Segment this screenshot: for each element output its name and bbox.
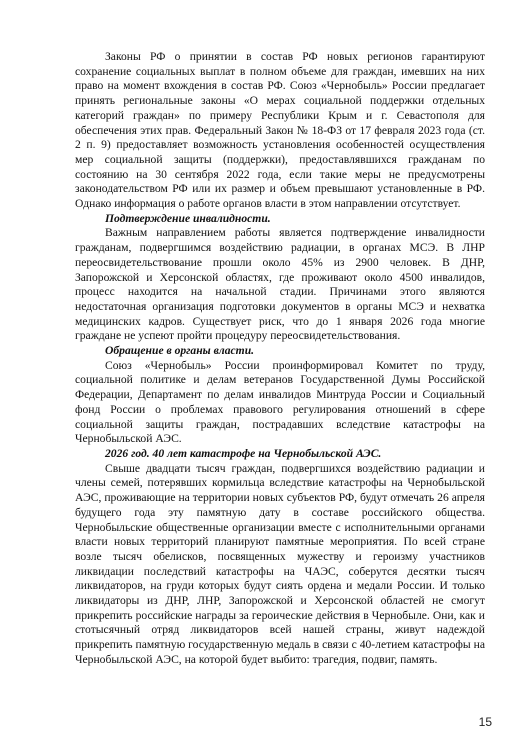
- paragraph-disability-confirmation: Важным направлением работы является подтверждение инвалидности гражданам, подвергшимся воздействию радиации, в органах МСЭ. В ЛНР переосвидетельствование прошли около 45% из 2900 человек. В ДНР, Запорожской и Херсонской областях, где проживают около 4500 инвалидов, процесс находится на начальной стадии. Причинами этого являются недостаточная организация подготовки документов в органы МСЭ и нехватка медицинских кадров. Существует риск, что до 1 января 2026 года многие граждане не успеют пройти процедуру переосвидетельствования.: [75, 226, 485, 343]
- document-page: [75, 50, 485, 668]
- paragraph-appeal-to-authorities: Союз «Чернобыль» России проинформировал Комитет по труду, социальной политике и делам ветеранов Государственной Думы Российской Федерации, Департамент по делам инвалидов Минтруда России и Социальный фонд России о проблемах правового регулирования отношений в сфере социальной защиты граждан, пострадавших вследствие катастрофы на Чернобыльской АЭС.: [75, 358, 485, 446]
- heading-chernobyl-anniversary: 2026 год. 40 лет катастрофе на Чернобыльской АЭС.: [105, 446, 382, 460]
- paragraph-new-regions-laws: Законы РФ о принятии в состав РФ новых регионов гарантируют сохранение социальных выплат в полном объеме для граждан, имевших на них право на момент вхождения в состав РФ. Союз «Чернобыль» России предлагает принять региональные законы «О мерах социальной поддержки отдельных категорий граждан» по примеру Республики Крым и г. Севастополя для обеспечения этих прав. Федеральный Закон № 18-ФЗ от 17 февраля 2023 года (ст. 2 п. 9) предоставляет возможность установления особенностей осуществления мер социальной защиты (поддержки), предоставлявшихся гражданам по состоянию на 30 сентября 2022 года, если такие меры не предусмотрены законодательством РФ или их размер и объем превышают установленные в РФ. Однако информация о работе органов власти в этом направлении отсутствует.: [75, 50, 485, 211]
- heading-disability-confirmation: Подтверждение инвалидности.: [105, 211, 271, 225]
- page-number: 15: [478, 715, 492, 729]
- paragraph-chernobyl-anniversary: Свыше двадцати тысяч граждан, подвергшихся воздействию радиации и члены семей, потерявших кормильца вследствие катастрофы на Чернобыльской АЭС, проживающие на территории новых субъектов РФ, будут отмечать 26 апреля будущего года эту памятную дату в составе российского общества. Чернобыльские общественные организации вместе с исполнительными органами власти новых территорий планируют памятные мероприятия. По всей стране возле тысяч обелисков, посвященных мужеству и героизму участников ликвидации последствий катастрофы на ЧАЭС, соберутся десятки тысяч ликвидаторов, на груди которых будут сиять ордена и медали России. И только ликвидаторы из ДНР, ЛНР, Запорожской и Херсонской областей не смогут прикрепить российские награды за героические действия в Чернобыле. Они, как и стотысячный отряд ликвидаторов всей нашей страны, живут надеждой прикрепить памятную государственную медаль в связи с 40-летием катастрофы на Чернобыльской АЭС, на которой будет выбито: трагедия, подвиг, память.: [75, 461, 485, 666]
- heading-appeal-to-authorities: Обращение в органы власти.: [105, 344, 255, 358]
